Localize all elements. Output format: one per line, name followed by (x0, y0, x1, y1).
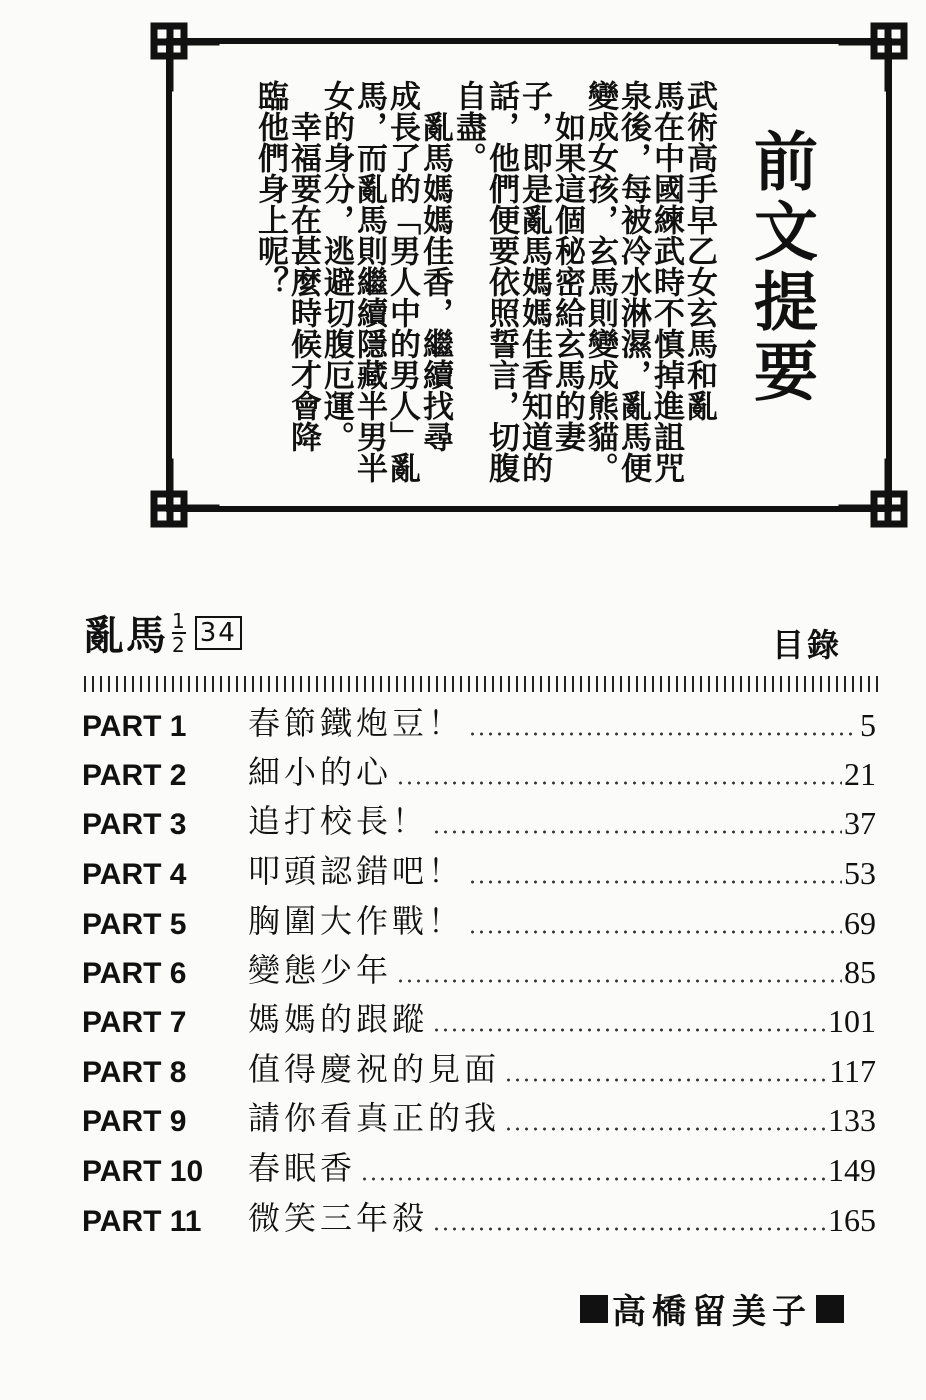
synopsis-column: 自盡。 (450, 80, 486, 173)
toc-leader (432, 1227, 826, 1231)
toc-leader (432, 1028, 826, 1032)
synopsis-column: 子，即是亂馬媽媽佳香知道的 (516, 80, 552, 483)
volume-number: 34 (195, 616, 242, 650)
synopsis-column: 泉後，每被冷水淋濕，亂馬便 (615, 80, 651, 483)
toc-page: 133 (828, 1102, 876, 1138)
toc-page: 69 (844, 905, 876, 941)
toc-part: PART 6 (82, 957, 187, 990)
toc-entry[interactable] (82, 848, 876, 892)
toc-part: PART 1 (82, 710, 187, 743)
synopsis-column: 話，他們便要依照誓言，切腹 (483, 80, 519, 483)
synopsis-column: 臨他們身上呢？ (252, 80, 288, 297)
toc-entry[interactable] (82, 1195, 876, 1239)
toc-title: 叩頭認錯吧！ (248, 852, 465, 890)
toc-part: PART 10 (82, 1155, 204, 1188)
toc-title: 胸圍大作戰！ (248, 902, 465, 940)
series-title (84, 604, 242, 661)
toc-entry[interactable] (82, 749, 876, 793)
author-credit (580, 1284, 844, 1333)
toc-page: 117 (829, 1053, 876, 1089)
corner-knot-icon (838, 22, 908, 92)
toc-part: PART 5 (82, 908, 187, 941)
toc-part: PART 4 (82, 858, 187, 891)
toc-leader (432, 830, 842, 834)
fraction-denominator: 2 (172, 632, 187, 657)
synopsis-column: 如果這個秘密給玄馬的妻 (549, 80, 585, 452)
series-name: 亂馬 (84, 613, 168, 659)
toc-part: PART 7 (82, 1006, 187, 1039)
fraction-numerator: 1 (172, 608, 187, 633)
toc-entry[interactable] (82, 996, 876, 1040)
toc-page: 53 (844, 855, 876, 891)
toc-page: 149 (828, 1152, 876, 1188)
toc-part: PART 8 (82, 1056, 187, 1089)
toc-entry[interactable] (82, 1095, 876, 1139)
toc-title: 春節鐵炮豆！ (248, 704, 465, 742)
author-name: 高橋留美子 (612, 1292, 812, 1332)
toc-leader (360, 1177, 826, 1181)
toc-leader (468, 930, 842, 934)
toc-heading: 目錄 (772, 626, 843, 664)
toc-rule (84, 676, 882, 692)
toc-part: PART 9 (82, 1105, 187, 1138)
black-square-icon (580, 1295, 608, 1323)
toc-title: 媽媽的跟蹤 (248, 1000, 429, 1038)
synopsis-column: 馬在中國練武時不慎掉進詛咒 (648, 80, 684, 483)
synopsis-column: 變成女孩，玄馬則變成熊貓。 (582, 80, 618, 483)
toc-leader (396, 979, 842, 983)
toc-page: 21 (844, 756, 876, 792)
synopsis-title: 前文提要 (743, 128, 817, 408)
toc-entry[interactable] (82, 898, 876, 942)
toc-page: 37 (844, 805, 876, 841)
toc-page: 5 (860, 707, 876, 743)
synopsis-column: 武術高手早乙女玄馬和亂 (681, 80, 717, 421)
toc-entry[interactable] (82, 700, 876, 744)
toc-entry[interactable] (82, 1046, 876, 1090)
synopsis-column: 馬，而亂馬則繼續隱藏半男半 (351, 80, 387, 483)
toc-title: 微笑三年殺 (248, 1199, 429, 1237)
corner-knot-icon (838, 458, 908, 528)
toc-title: 請你看真正的我 (248, 1099, 501, 1137)
toc-title: 值得慶祝的見面 (248, 1050, 501, 1088)
toc-entry[interactable] (82, 947, 876, 991)
toc-page: 101 (828, 1003, 876, 1039)
toc-part: PART 3 (82, 808, 187, 841)
corner-knot-icon (150, 458, 220, 528)
synopsis-column: 幸福要在甚麼時候才會降 (285, 80, 321, 452)
toc-leader (468, 880, 842, 884)
synopsis-column: 成長了的「男人中的男人」亂 (384, 80, 420, 483)
toc-part: PART 11 (82, 1205, 202, 1238)
toc-part: PART 2 (82, 759, 187, 792)
toc-leader (504, 1127, 826, 1131)
synopsis-column: 女的身分，逃避切腹厄運。 (318, 80, 354, 452)
toc-leader (504, 1078, 827, 1082)
corner-knot-icon (150, 22, 220, 92)
toc-title: 追打校長！ (248, 802, 429, 840)
toc-leader (396, 781, 842, 785)
toc-page: 85 (844, 954, 876, 990)
toc-page: 165 (828, 1202, 876, 1238)
toc-title: 春眠香 (248, 1149, 357, 1187)
toc-leader (468, 732, 858, 736)
black-square-icon (816, 1295, 844, 1323)
volume-fraction (172, 608, 187, 657)
toc-title: 細小的心 (248, 753, 393, 791)
synopsis-column: 亂馬媽媽佳香，繼續找尋 (417, 80, 453, 452)
toc-title: 變態少年 (248, 951, 393, 989)
toc-entry[interactable] (82, 1145, 876, 1189)
toc-entry[interactable] (82, 798, 876, 842)
